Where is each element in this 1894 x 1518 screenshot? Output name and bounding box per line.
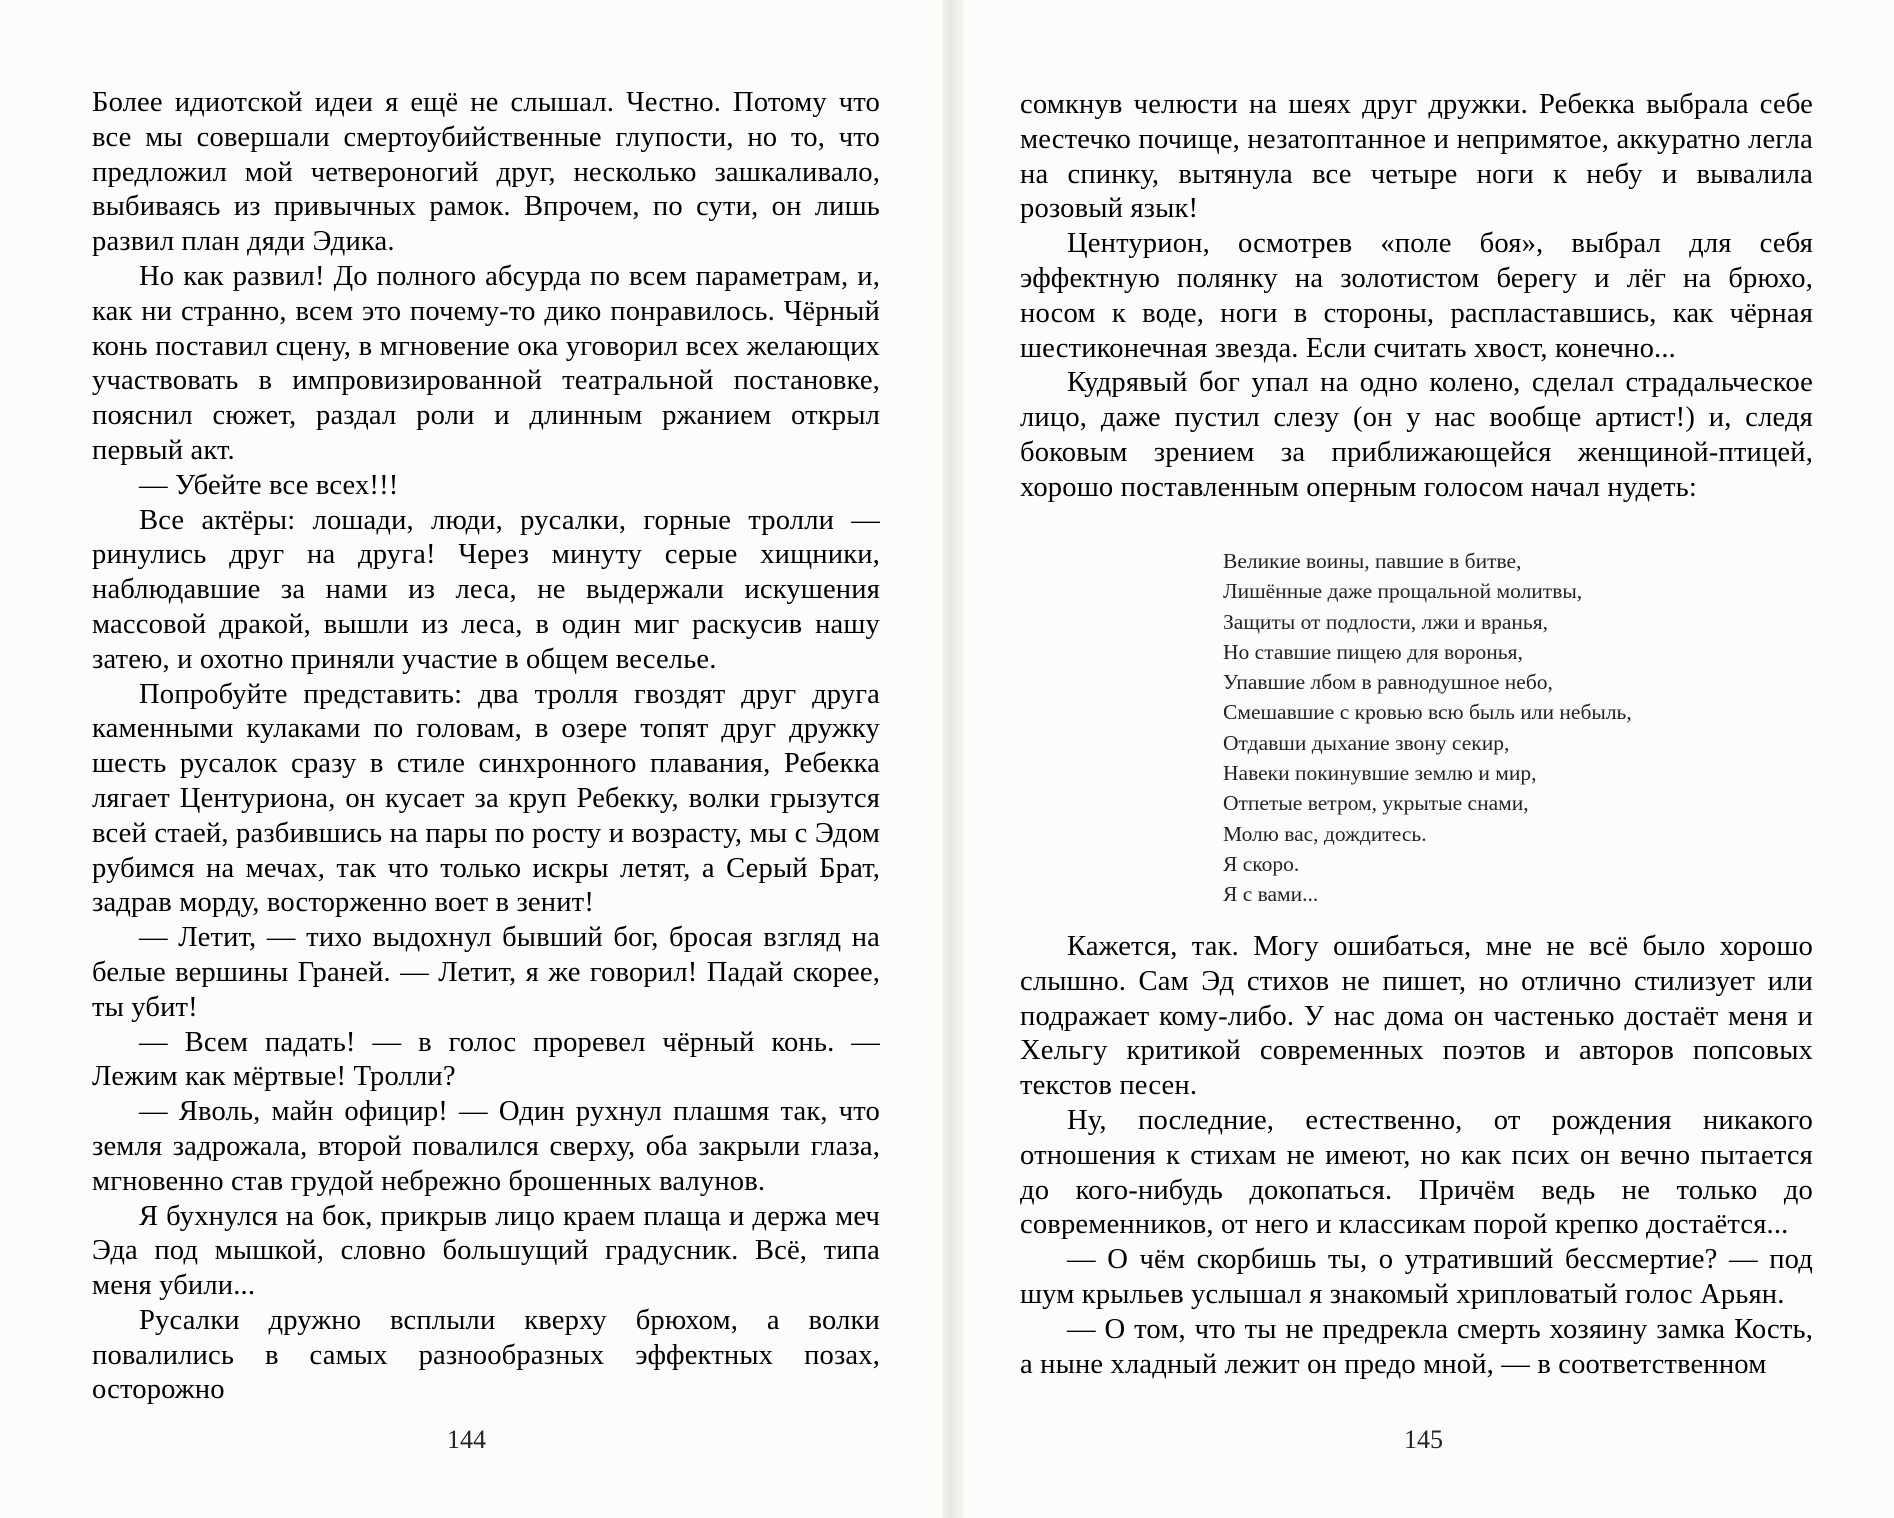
paragraph: Кудрявый бог упал на одно колено, сделал страдальческое лицо, даже пустил слезу (он у нас вообще артист!) и, следя боковым зрением за приближающейся женщиной-птицей, хорошо поставленным оперным голосом начал нудеть: — [1020, 367, 1813, 503]
dialogue-line: — О том, что ты не предрекла смерть хозяину замка Кость, а ныне хладный лежит он предо мной, — в соответственном — [1020, 1313, 1813, 1380]
paragraph: Я бухнулся на бок, прикрыв лицо краем плаща и держа меч Эда под мышкой, словно большущий градусник. Всё, типа меня убили... — [92, 1200, 880, 1302]
poem-line: Отпетые ветром, укрытые снами, — [1223, 791, 1529, 816]
page-number-left: 144 — [447, 1425, 486, 1454]
dialogue-line: — Всем падать! — в голос проревел чёрный конь. — Лежим как мёртвые! Тролли? — [92, 1026, 880, 1093]
poem-line: Я с вами... — [1223, 882, 1319, 907]
paragraph: Кажется, так. Могу ошибаться, мне не всё было хорошо слышно. Сам Эд стихов не пишет, но отлично стилизует или подражает кому-либо. У нас дома он частенько достаёт меня и Хельгу критикой современных поэтов и авторов попсовых текстов песен. — [1020, 931, 1813, 1102]
poem-line: Смешавшие с кровью всю быль или небыль, — [1223, 700, 1632, 725]
poem-line: Молю вас, дождитесь. — [1223, 821, 1427, 846]
left-page-text — [92, 86, 880, 1408]
page-number-right: 145 — [1404, 1425, 1443, 1454]
right-page-text-bottom — [1020, 930, 1813, 1382]
right-page-text-top — [1020, 88, 1813, 506]
poem-line: Упавшие лбом в равнодушное небо, — [1223, 670, 1553, 695]
poem-line: Великие воины, павшие в битве, — [1223, 549, 1522, 573]
paragraph: Но как развил! До полного абсурда по всем параметрам, и, как ни странно, всем это почему-то дико понравилось. Чёрный конь поставил сцену, в мгновение ока уговорил всех желающих участвовать в импровизированной театральной постановке, пояснил сюжет, раздал роли и длинным ржанием открыл первый акт. — [92, 260, 880, 466]
poem-verse — [1223, 546, 1632, 910]
dialogue-line: — Летит, — тихо выдохнул бывший бог, бросая взгляд на белые вершины Граней. — Летит, я же говорил! Падай скорее, ты убит! — [92, 922, 880, 1023]
paragraph: Русалки дружно всплыли кверху брюхом, а волки повалились в самых разнообразных эффектных позах, осторожно — [92, 1304, 880, 1406]
poem-line: Лишённые даже прощальной молитвы, — [1223, 579, 1583, 604]
poem-line: Защиты от подлости, лжи и вранья, — [1223, 609, 1548, 634]
paragraph: Более идиотской идеи я ещё не слышал. Честно. Потому что все мы совершали смертоубийственные глупости, но то, что предложил мой четвероногий друг, несколько зашкаливало, выбиваясь из привычных рамок. Впрочем, по сути, он лишь развил план дяди Эдика. — [92, 87, 880, 258]
paragraph: Ну, последние, естественно, от рождения никакого отношения к стихам не имеют, но как псих он вечно пытается до кого-нибудь докопаться. Причём ведь не только до современников, от него и классикам порой крепко достаётся... — [1020, 1104, 1813, 1241]
poem-line: Я скоро. — [1223, 851, 1300, 876]
poem-line: Но ставшие пищею для воронья, — [1223, 639, 1523, 664]
paragraph: Центурион, осмотрев «поле боя», выбрал для себя эффектную полянку на золотистом берегу и лёг на брюхо, носом к воде, ноги в стороны, распластавшись, как чёрная шестиконечная звезда. Если считать хвост, конечно... — [1020, 228, 1813, 364]
dialogue-line: — Яволь, майн официр! — Один рухнул плашмя так, что земля задрожала, второй повалился сверху, оба закрыли глаза, мгновенно став грудой небрежно брошенных валунов. — [92, 1096, 880, 1197]
paragraph: Все актёры: лошади, люди, русалки, горные тролли — ринулись друг на друга! Через минуту серые хищники, наблюдавшие за нами из леса, не выдержали искушения массовой дракой, вышли из леса, в один миг раскусив нашу затею, и охотно приняли участие в общем веселье. — [92, 504, 880, 675]
paragraph: сомкнув челюсти на шеях друг дружки. Ребекка выбрала себе местечко почище, незатоптанное и непримятое, аккуратно легла на спинку, вытянула все четыре ноги к небу и вывалила розовый язык! — [1020, 89, 1813, 225]
dialogue-line: — О чём скорбишь ты, о утративший бессмертие? — под шум крыльев услышал я знакомый хрипловатый голос Арьян. — [1020, 1244, 1813, 1310]
book-gutter — [942, 0, 964, 1518]
poem-line: Навеки покинувшие землю и мир, — [1223, 761, 1537, 786]
paragraph: Попробуйте представить: два тролля гвоздят друг друга каменными кулаками по головам, в озере топят друг дружку шесть русалок сразу в стиле синхронного плавания, Ребекка лягает Центуриона, он кусает за круп Ребекку, волки грызутся всей стаей, разбившись на пары по росту и возрасту, мы с Эдом рубимся на мечах, так что только искры летят, а Серый Брат, задрав морду, восторженно воет в зенит! — [92, 678, 880, 919]
dialogue-line: — Убейте все всех!!! — [139, 469, 399, 501]
poem-line: Отдавши дыхание звону секир, — [1223, 730, 1510, 755]
